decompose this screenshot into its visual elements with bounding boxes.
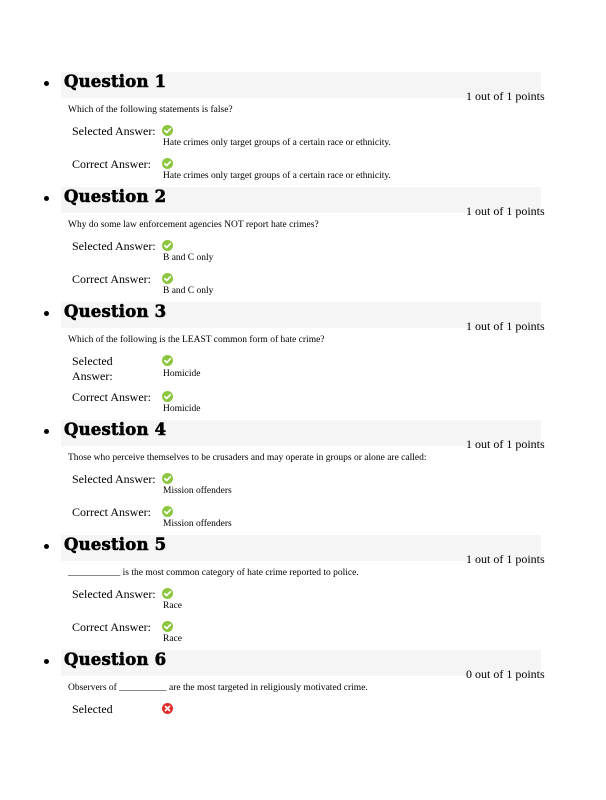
check-icon	[162, 621, 173, 632]
correct-answer-label: Correct Answer:	[72, 620, 151, 634]
selected-answer-value: Homicide	[163, 369, 201, 379]
selected-answer-value: Race	[163, 601, 182, 611]
check-icon	[162, 240, 173, 251]
selected-answer-value: B and C only	[163, 253, 214, 263]
correct-answer-value: Mission offenders	[163, 519, 232, 529]
question-title: Question 6	[64, 650, 167, 669]
question-text: Which of the following is the LEAST common form of hate crime?	[68, 335, 325, 345]
selected-answer-label: Selected Answer:	[72, 354, 113, 383]
bullet	[44, 544, 49, 549]
correct-answer-value: Homicide	[163, 404, 201, 414]
x-icon	[162, 703, 173, 714]
question-points: 1 out of 1 points	[466, 552, 545, 566]
question-points: 1 out of 1 points	[466, 437, 545, 451]
correct-answer-label: Correct Answer:	[72, 272, 151, 286]
check-icon	[162, 506, 173, 517]
bullet	[44, 311, 49, 316]
correct-answer-label: Correct Answer:	[72, 505, 151, 519]
question-points: 1 out of 1 points	[466, 204, 545, 218]
question-title: Question 1	[64, 72, 167, 91]
question-title: Question 5	[64, 535, 167, 554]
question-title: Question 2	[64, 187, 167, 206]
check-icon	[162, 273, 173, 284]
check-icon	[162, 125, 173, 136]
question-text: Which of the following statements is false?	[68, 105, 233, 115]
selected-answer-value: Mission offenders	[163, 486, 232, 496]
selected-answer-value: Hate crimes only target groups of a certain race or ethnicity.	[163, 138, 391, 148]
bullet	[44, 659, 49, 664]
question-text: ___________ is the most common category of hate crime reported to police.	[68, 568, 359, 578]
question-points: 1 out of 1 points	[466, 319, 545, 333]
bullet	[44, 429, 49, 434]
question-points: 0 out of 1 points	[466, 667, 545, 681]
check-icon	[162, 355, 173, 366]
bullet	[44, 196, 49, 201]
selected-answer-label: Selected	[72, 702, 113, 716]
check-icon	[162, 158, 173, 169]
correct-answer-value: Race	[163, 634, 182, 644]
selected-answer-label: Selected Answer:	[72, 124, 156, 138]
correct-answer-label: Correct Answer:	[72, 390, 151, 404]
question-text: Why do some law enforcement agencies NOT report hate crimes?	[68, 220, 319, 230]
correct-answer-value: B and C only	[163, 286, 214, 296]
question-points: 1 out of 1 points	[466, 89, 545, 103]
selected-answer-label: Selected Answer:	[72, 472, 156, 486]
question-text: Observers of __________ are the most targeted in religiously motivated crime.	[68, 683, 368, 693]
correct-answer-value: Hate crimes only target groups of a certain race or ethnicity.	[163, 171, 391, 181]
bullet	[44, 81, 49, 86]
selected-answer-label: Selected Answer:	[72, 239, 156, 253]
check-icon	[162, 588, 173, 599]
question-title: Question 3	[64, 302, 167, 321]
question-text: Those who perceive themselves to be crusaders and may operate in groups or alone are called:	[68, 453, 427, 463]
selected-answer-label: Selected Answer:	[72, 587, 156, 601]
check-icon	[162, 473, 173, 484]
check-icon	[162, 391, 173, 402]
correct-answer-label: Correct Answer:	[72, 157, 151, 171]
question-title: Question 4	[64, 420, 167, 439]
